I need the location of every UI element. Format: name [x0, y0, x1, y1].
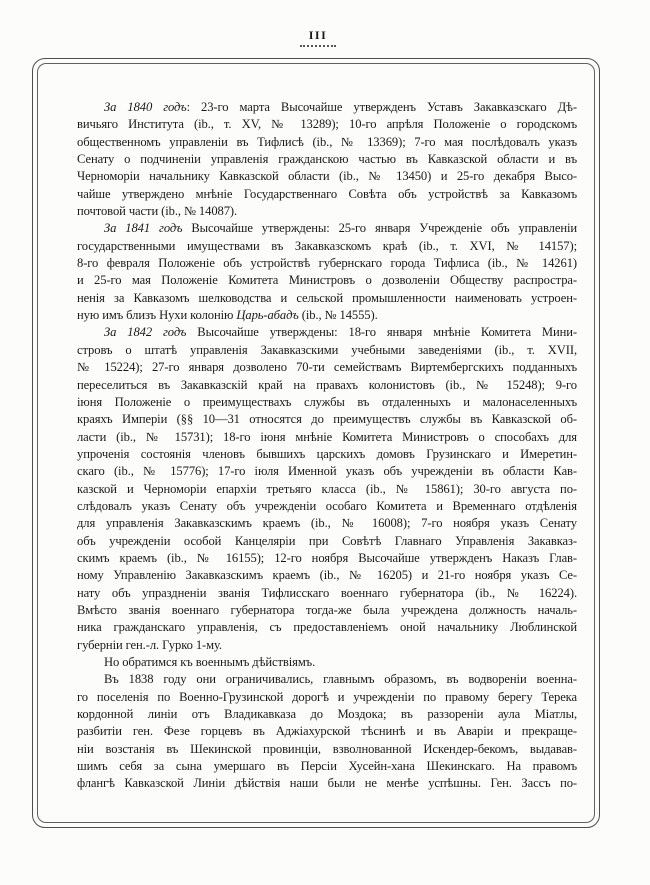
text-segment: чайше утверждено мнѣніе Государственнаго Совѣта объ устройствѣ за Кавказомъ [77, 186, 577, 201]
text-segment: Высочайше утверждены: 18-го января мнѣніе Комитета Мини- [186, 325, 577, 340]
page-number-rule [300, 45, 336, 47]
text-segment: скаго (ib., № 15776); 17-го іюля Именной указъ объ учрежденіи въ области Кав- [77, 464, 577, 479]
text-line [77, 168, 577, 185]
text-line [77, 446, 577, 463]
text-line [77, 272, 577, 289]
text-line [77, 151, 577, 168]
text-segment: : 23-го марта Высочайше утвержденъ Уставъ Закавказскаго Дѣ- [186, 100, 577, 114]
text-line [77, 220, 577, 237]
text-segment: разбитіи ген. Фезе горцевъ въ Аджіахурской тѣснинѣ и въ Аваріи и прекраще- [77, 724, 577, 739]
text-line [77, 654, 577, 671]
text-segment: общественномъ управленіи въ Тифлисѣ (ib., № 13369); 7-го мая послѣдовалъ указъ [77, 134, 577, 149]
text-segment: и 25-го мая Положеніе Комитета Министровъ о дозволеніи Обществу распростра- [77, 273, 577, 288]
text-segment: государственными имуществами въ Закавказскомъ краѣ (ib., т. XVI, № 14157); [77, 238, 577, 253]
text-line [77, 238, 577, 255]
text-segment: Черноморіи начальнику Кавказской области (ib., № 13450) и 25-го декабря Высо- [77, 169, 577, 184]
text-line [77, 116, 577, 133]
text-segment: скимъ краемъ (ib., № 16155); 12-го ноября Высочайше утвержденъ Наказъ Глав- [77, 550, 577, 565]
text-line [77, 533, 577, 550]
text-line [77, 689, 577, 706]
text-segment: Сенату о подчиненіи управленія гражданскою частью въ Кавказской области и въ [77, 152, 577, 167]
text-segment: переселиться въ Закавказскій край на правахъ колонистовъ (ib., № 15248); 9-го [77, 377, 577, 392]
text-line [77, 307, 577, 324]
text-line [77, 290, 577, 307]
text-segment: слѣдовалъ указъ Сенату объ учрежденіи особаго Комитета и Временнаго отдѣленія [77, 498, 577, 513]
text-segment: казской и Черноморіи епархіи третьяго класса (ib., № 15861); 30-го августа по- [77, 481, 577, 496]
text-segment: кордонной линіи отъ Владикавказа до Моздока; въ раззореніи аула Міатлы, [77, 707, 577, 722]
text-segment: ласти (ib., № 15731); 18-го іюня мнѣніе Комитета Министровъ о способахъ для [77, 429, 577, 444]
text-segment: (ib., № 14555). [298, 308, 378, 323]
italic-text-segment: За 1840 годъ [104, 100, 187, 114]
text-line [77, 619, 577, 636]
text-segment: ную имъ близъ Нухи колонію [77, 308, 237, 323]
text-line [77, 637, 577, 654]
text-segment: го поселенія по Военно-Грузинской дорогѣ и учрежденіи по правому берегу Терека [77, 689, 577, 704]
text-line [77, 99, 577, 116]
text-segment: ненія за Кавказомъ шелководства и сельской промышленности наименовать устроен- [77, 290, 577, 305]
text-line [77, 203, 577, 220]
text-segment: Но обратимся къ военнымъ дѣйствіямъ. [104, 655, 316, 669]
page-header [0, 26, 636, 47]
italic-text-segment: За 1842 годъ [104, 325, 187, 340]
italic-text-segment: За 1841 годъ [104, 221, 183, 236]
text-segment: почтовой части (ib., № 14087). [77, 204, 238, 219]
page-number: III [308, 28, 328, 42]
text-segment: нату объ упраздненіи званія Тифлисскаго военнаго губернатора (ib., № 16224). [77, 585, 577, 600]
text-segment: ника гражданскаго управленія, съ предоставленіемъ оной начальнику Люблинской [77, 620, 577, 635]
italic-text-segment: Царь-абадъ [236, 308, 299, 323]
text-segment: ніи возстанія въ Шекинской провинціи, взволнованной Искендер-бекомъ, выдавав- [77, 741, 577, 756]
text-line [77, 359, 577, 376]
paragraph [77, 99, 577, 220]
text-line [77, 342, 577, 359]
text-segment: вичьяго Института (ib., т. XV, № 13289); 10-го апрѣля Положеніе о городскомъ [77, 117, 577, 132]
text-segment: іюня Положеніе о преимуществахъ службы въ отдаленныхъ и малонаселенныхъ [77, 394, 577, 409]
text-line [77, 324, 577, 341]
paragraph [77, 324, 577, 654]
text-block [77, 99, 577, 793]
text-segment: стровъ о штатѣ управленія Закавказскими учебными заведеніями (ib., т. XVII, [77, 342, 577, 357]
text-segment: ному Управленію Закавказскимъ краемъ (ib., № 16205) и 21-го ноября указъ Се- [77, 568, 577, 583]
text-segment: Въ 1838 году они ограничивались, главнымъ образомъ, въ водвореніи военна- [104, 672, 577, 687]
text-line [77, 671, 577, 688]
text-segment: Вмѣсто званія военнаго губернатора тогда-же была учреждена должность началь- [77, 602, 577, 617]
text-line [77, 567, 577, 584]
text-line [77, 775, 577, 792]
text-segment: 8-го февраля Положеніе объ устройствѣ губернскаго города Тифлиса (ib., № 14261) [77, 256, 577, 271]
text-line [77, 585, 577, 602]
text-line [77, 186, 577, 203]
text-line [77, 394, 577, 411]
text-line [77, 706, 577, 723]
text-segment: губерніи ген.-л. Гурко 1-му. [77, 637, 222, 652]
text-line [77, 498, 577, 515]
text-line [77, 741, 577, 758]
text-segment: объ учрежденіи особой Канцеляріи при Совѣтѣ Главнаго Управленія Закавказ- [77, 533, 577, 548]
paragraph [77, 671, 577, 792]
text-segment: шимъ себя за сына умершаго въ Персіи Хусейн-хана Шекинскаго. На правомъ [77, 759, 577, 774]
text-line [77, 481, 577, 498]
text-segment: краяхъ Имперіи (§§ 10—31 относятся до преимуществъ службы въ Кавказской об- [77, 412, 577, 427]
text-line [77, 134, 577, 151]
text-line [77, 463, 577, 480]
text-line [77, 758, 577, 775]
text-line [77, 411, 577, 428]
text-line [77, 723, 577, 740]
text-segment: флангѣ Кавказской Линіи дѣйствія наши были не менѣе успѣшны. Ген. Зассъ по- [77, 776, 577, 791]
text-line [77, 515, 577, 532]
text-line [77, 550, 577, 567]
paragraph [77, 220, 577, 324]
text-segment: № 15224); 27-го января дозволено 70-ти семействамъ Виртембергскихъ подданныхъ [77, 360, 577, 375]
text-line [77, 255, 577, 272]
text-line [77, 602, 577, 619]
text-segment: упроченія состоянія членовъ бывшихъ царскихъ домовъ Грузинскаго и Имеретин- [77, 446, 577, 461]
text-line [77, 377, 577, 394]
text-line [77, 429, 577, 446]
text-segment: Высочайше утверждены: 25-го января Учрежденіе объ управленіи [182, 221, 577, 236]
text-segment: для управленія Закавказскимъ краемъ (ib., № 16008); 7-го ноября указъ Сенату [77, 516, 577, 531]
paragraph [77, 654, 577, 671]
